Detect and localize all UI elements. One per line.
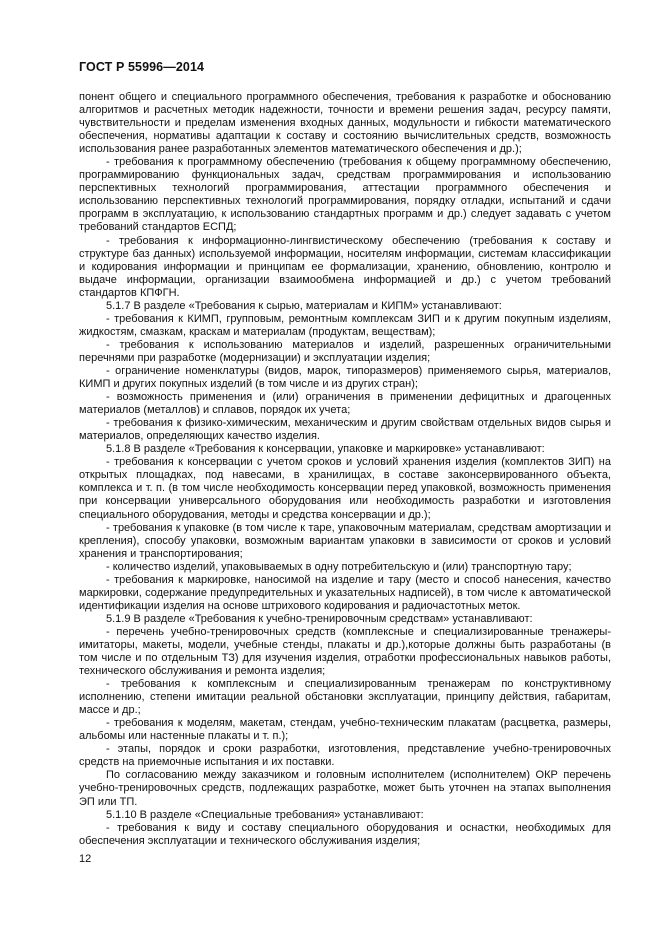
document-header: ГОСТ Р 55996—2014 xyxy=(79,60,205,74)
body-paragraph: - требования к маркировке, наносимой на изделие и тару (место и способ нанесения, качество маркировки, содержание предупредительных и указательных надписей), в том числе к автоматической идентификации изделия на основе штрихового кодирования и радиочастотных меток. xyxy=(79,573,611,612)
body-paragraph: - требования к моделям, макетам, стендам, учебно-техническим плакатам (расцветка, размеры, альбомы или настенные плакаты и т. п.); xyxy=(79,717,611,743)
body-paragraph: - количество изделий, упаковываемых в одну потребительскую и (или) транспортную тару; xyxy=(106,560,572,573)
body-text xyxy=(79,91,611,848)
body-paragraph: 5.1.9 В разделе «Требования к учебно-тренировочным средствам» устанавливают: xyxy=(106,612,533,625)
body-paragraph: - требования к виду и составу специального оборудования и оснастки, необходимых для обеспечения эксплуатации и технического обслуживания изделия; xyxy=(79,821,611,847)
body-paragraph: - ограничение номенклатуры (видов, марок, типоразмеров) применяемого сырья, материалов, КИМП и других покупных изделий (в том числе и из других стран); xyxy=(79,364,611,391)
body-paragraph: - возможность применения и (или) ограничения в применении дефицитных и драгоценных материалов (металлов) и сплавов, порядок их учета; xyxy=(79,391,611,417)
body-paragraph: - требования к КИМП, групповым, ремонтным комплексам ЗИП и к другим покупным изделиям, жидкостям, смазкам, краскам и материалам (продуктам, веществам); xyxy=(79,312,611,338)
body-paragraph: - требования к программному обеспечению (требования к общему программному обеспечению, программированию функциональных задач, средствам программирования и использованию перспективных технологий программирования, аттестации программного обеспечения и использованию перспективных технологий программирования, порядку отладки, испытаний и сдачи программ в эксплуатацию, к использованию стандартных программ и др.) следует задавать с учетом требований стандартов ЕСПД; xyxy=(79,156,611,234)
body-paragraph: - этапы, порядок и сроки разработки, изготовления, представление учебно-тренировочных средств на приемочные испытания и их поставки. xyxy=(79,743,611,769)
body-paragraph: - требования к упаковке (в том числе к таре, упаковочным материалам, средствам амортизации и крепления), способу упаковки, возможным вариантам упаковки в зависимости от сроков и условий хранения и транспортирования; xyxy=(79,521,611,560)
page-number: 12 xyxy=(79,853,92,865)
body-paragraph: понент общего и специального программного обеспечения, требования к разработке и обоснованию алгоритмов и расчетных методик надежности, точности и времени решения задач, ресурсу памяти, чувствительности и пределам изменения входных данных, модульности и гибкости математического обеспечения, нормативы адаптации к составу и состоянию вычислительных средств, возможность использования ранее разработанных элементов математического обеспечения и др.); xyxy=(79,91,611,156)
body-paragraph: - требования к консервации с учетом сроков и условий хранения изделия (комплектов ЗИП) на открытых площадках, под навесами, в хранилищах, в составе законсервированного объекта, комплекса и т. п. (в том числе необходимость консервации перед упаковкой, возможность применения при консервации универсального оборудования или необходимость разработки и изготовления специального оборудования, методы и средства консервации и др.); xyxy=(79,456,611,521)
body-paragraph: - требования к информационно-лингвистическому обеспечению (требования к составу и структуре баз данных) используемой информации, носителям информации, системам классификации и кодирования информации и принципам ее формализации, хранению, обновлению, контролю и выдаче информации, организации взаимообмена информацией и др.) с учетом требований стандартов КПФГН. xyxy=(79,234,611,299)
body-paragraph: 5.1.8 В разделе «Требования к консервации, упаковке и маркировке» устанавливают: xyxy=(106,443,545,456)
body-paragraph: - перечень учебно-тренировочных средств (комплексные и специализированные тренажеры-имитаторы, макеты, модели, учебные стенды, плакаты и др.),которые должны быть разработаны (в том числе и по отдельным ТЗ) для изучения изделия, отработки профессиональных навыков работы, технического обслуживания и ремонта изделия; xyxy=(79,625,611,678)
body-paragraph: - требования к физико-химическим, механическим и другим свойствам отдельных видов сырья и материалов, определяющих качество изделия. xyxy=(79,417,611,443)
body-paragraph: - требования к использованию материалов и изделий, разрешенных ограничительными перечнями при разработке (модернизации) и эксплуатации изделия; xyxy=(79,338,611,364)
body-paragraph: 5.1.7 В разделе «Требования к сырью, материалам и КИПМ» устанавливают: xyxy=(106,299,502,312)
body-paragraph: 5.1.10 В разделе «Специальные требования» устанавливают: xyxy=(106,808,424,821)
body-paragraph: По согласованию между заказчиком и головным исполнителем (исполнителем) ОКР перечень учебно-тренировочных средств, подлежащих разработке, может быть уточнен на этапах выполнения ЭП или ТП. xyxy=(79,769,611,808)
body-paragraph: - требования к комплексным и специализированным тренажерам по конструктивному исполнению, степени имитации реальной обстановки эксплуатации, принципу действия, габаритам, массе и др.; xyxy=(79,678,611,717)
